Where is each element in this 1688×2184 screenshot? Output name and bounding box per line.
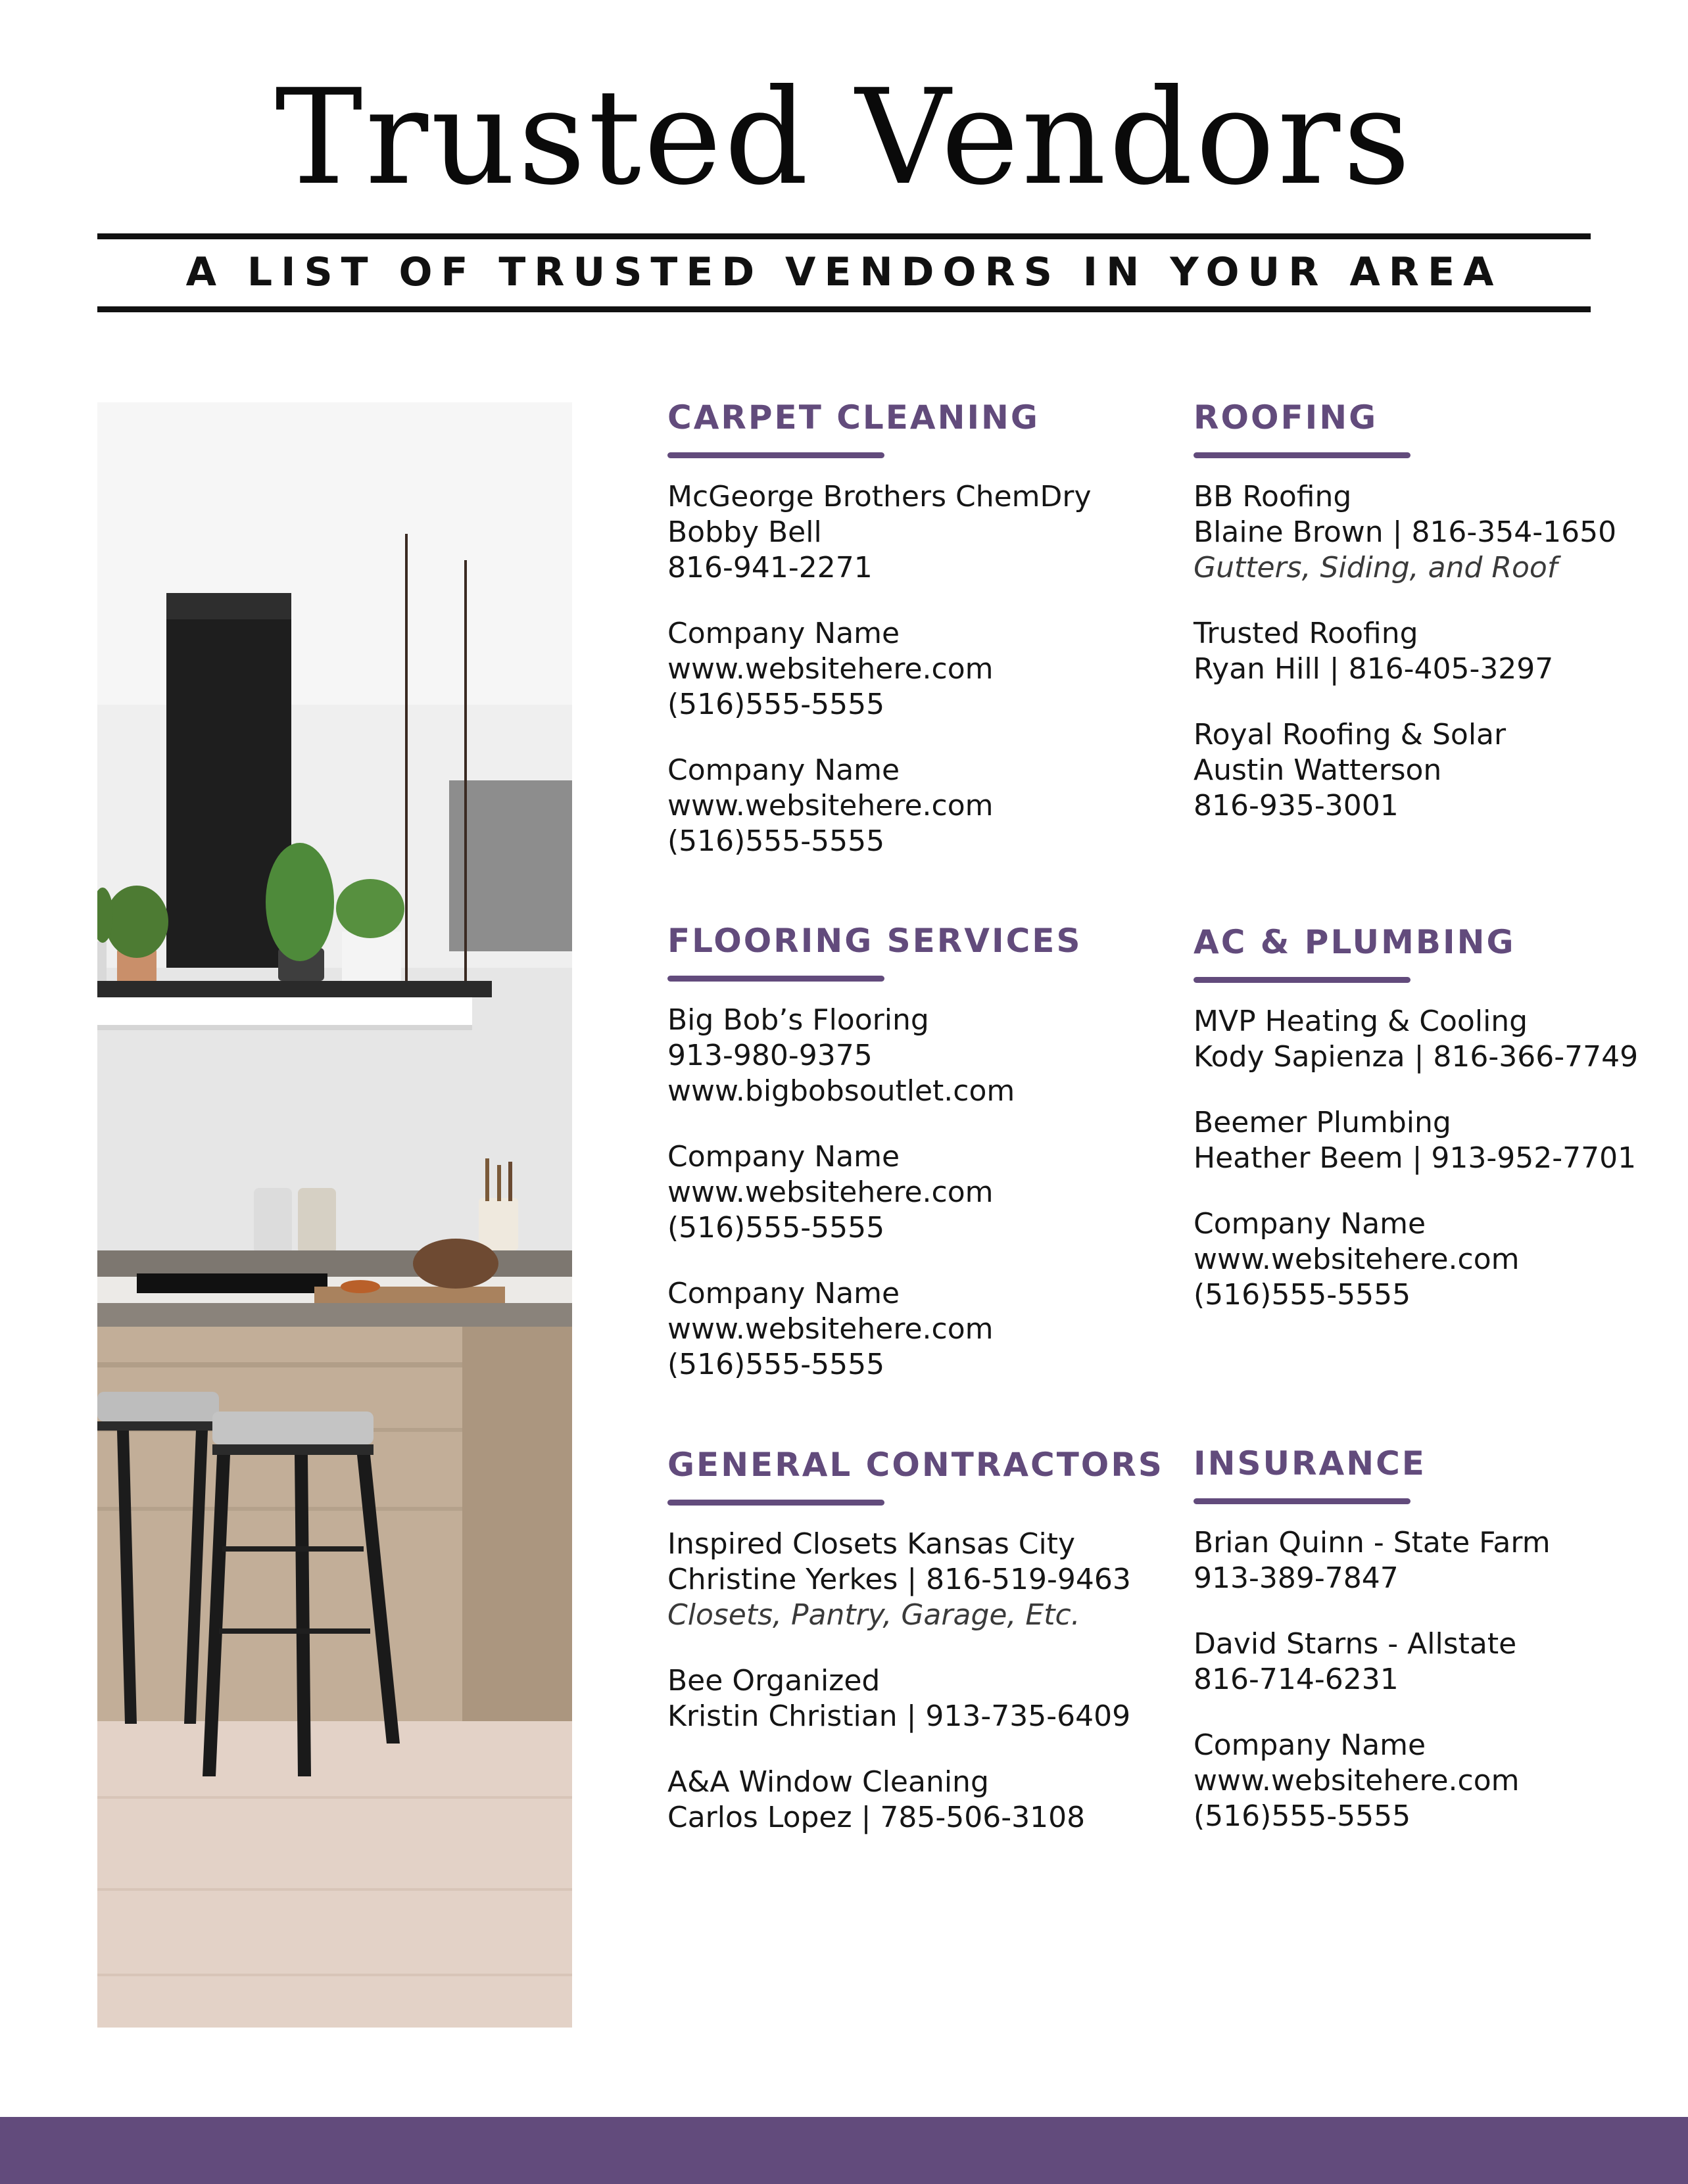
vendor-line: 816-941-2271 — [667, 551, 873, 584]
vendor-line: McGeorge Brothers ChemDry — [667, 480, 1092, 513]
vendor-entry — [667, 1139, 1187, 1246]
vendor-line: 913-980-9375 — [667, 1039, 873, 1072]
title-rule-top — [97, 233, 1591, 239]
section-heading: FLOORING SERVICES — [667, 922, 1082, 960]
vendor-line: Company Name — [667, 753, 900, 787]
vendor-entry — [667, 616, 1187, 723]
section-flooring-services — [667, 918, 1187, 1413]
section-ac-plumbing — [1194, 919, 1688, 1343]
vendor-note: Gutters, Siding, and Roof — [1194, 551, 1558, 584]
vendor-line: (516)555-5555 — [667, 1211, 885, 1245]
vendor-line: Austin Watterson — [1194, 753, 1442, 787]
page-subtitle: A LIST OF TRUSTED VENDORS IN YOUR AREA — [185, 249, 1503, 295]
section-heading: INSURANCE — [1194, 1444, 1426, 1483]
vendor-line: www.websitehere.com — [667, 1312, 994, 1346]
vendor-entry — [1194, 1626, 1688, 1697]
vendor-line: Heather Beem | 913-952-7701 — [1194, 1141, 1637, 1175]
vendor-line: (516)555-5555 — [1194, 1278, 1411, 1312]
vendor-note: Closets, Pantry, Garage, Etc. — [667, 1598, 1080, 1632]
vendor-entry — [667, 1003, 1187, 1109]
kitchen-photo — [97, 402, 572, 2028]
heading-underline — [667, 1500, 884, 1506]
vendor-line: 913-389-7847 — [1194, 1561, 1399, 1595]
vendor-line: Company Name — [667, 1140, 900, 1174]
vendor-entry — [1194, 1105, 1688, 1176]
vendor-entry — [1194, 1004, 1688, 1075]
heading-underline — [1194, 977, 1411, 983]
vendor-entry — [667, 753, 1187, 859]
vendor-line: Inspired Closets Kansas City — [667, 1527, 1076, 1561]
vendor-line: Brian Quinn - State Farm — [1194, 1526, 1551, 1559]
vendor-line: (516)555-5555 — [667, 824, 885, 858]
section-heading: ROOFING — [1194, 398, 1378, 437]
vendor-line: (516)555-5555 — [1194, 1799, 1411, 1833]
vendor-line: (516)555-5555 — [667, 688, 885, 721]
vendor-line: Trusted Roofing — [1194, 617, 1418, 650]
heading-underline — [1194, 1498, 1411, 1504]
vendor-line: 816-935-3001 — [1194, 789, 1399, 822]
vendor-line: A&A Window Cleaning — [667, 1765, 989, 1799]
section-general-contractors — [667, 1442, 1187, 1866]
vendor-line: www.websitehere.com — [1194, 1764, 1520, 1797]
vendor-line: Kristin Christian | 913-735-6409 — [667, 1699, 1131, 1733]
section-roofing — [1194, 394, 1688, 854]
vendor-line: Royal Roofing & Solar — [1194, 718, 1507, 751]
vendor-line: www.websitehere.com — [667, 789, 994, 822]
vendor-line: www.websitehere.com — [1194, 1243, 1520, 1276]
section-heading: AC & PLUMBING — [1194, 923, 1516, 961]
vendor-line: Company Name — [667, 617, 900, 650]
vendor-entry — [667, 1663, 1187, 1734]
vendor-line: Company Name — [1194, 1728, 1426, 1762]
section-carpet-cleaning — [667, 394, 1187, 890]
vendor-entry — [1194, 616, 1688, 687]
vendor-entry — [1194, 1728, 1688, 1834]
heading-underline — [667, 452, 884, 458]
vendor-entry — [1194, 1206, 1688, 1313]
page-title: Trusted Vendors — [275, 61, 1413, 214]
vendor-line: Bobby Bell — [667, 515, 822, 549]
vendor-entry — [667, 1765, 1187, 1836]
vendor-line: Christine Yerkes | 816-519-9463 — [667, 1563, 1131, 1596]
vendor-line: Company Name — [667, 1277, 900, 1310]
vendor-line: (516)555-5555 — [667, 1348, 885, 1381]
section-heading: GENERAL CONTRACTORS — [667, 1446, 1164, 1484]
section-heading: CARPET CLEANING — [667, 398, 1040, 437]
heading-underline — [667, 976, 884, 982]
vendor-entry — [667, 1527, 1187, 1633]
vendor-line: 816-714-6231 — [1194, 1663, 1399, 1696]
vendor-line: Carlos Lopez | 785-506-3108 — [667, 1801, 1086, 1834]
vendor-entry — [667, 1276, 1187, 1383]
vendor-line: Bee Organized — [667, 1664, 880, 1697]
vendor-line: Ryan Hill | 816-405-3297 — [1194, 652, 1554, 686]
vendor-line: David Starns - Allstate — [1194, 1627, 1517, 1661]
vendor-line: BB Roofing — [1194, 480, 1352, 513]
footer-band — [0, 2117, 1688, 2184]
vendor-line: MVP Heating & Cooling — [1194, 1005, 1528, 1038]
vendor-line: www.websitehere.com — [667, 652, 994, 686]
vendor-entry — [667, 479, 1187, 586]
vendor-entry — [1194, 479, 1688, 586]
vendor-line: www.bigbobsoutlet.com — [667, 1074, 1015, 1108]
vendor-line: Kody Sapienza | 816-366-7749 — [1194, 1040, 1639, 1074]
title-rule-bottom — [97, 306, 1591, 312]
vendor-line: Big Bob’s Flooring — [667, 1003, 929, 1037]
vendor-line: Beemer Plumbing — [1194, 1106, 1451, 1139]
vendor-entry — [1194, 717, 1688, 824]
vendor-entry — [1194, 1525, 1688, 1596]
section-insurance — [1194, 1440, 1688, 1864]
heading-underline — [1194, 452, 1411, 458]
vendor-line: www.websitehere.com — [667, 1175, 994, 1209]
vendor-line: Blaine Brown | 816-354-1650 — [1194, 515, 1617, 549]
vendor-line: Company Name — [1194, 1207, 1426, 1241]
